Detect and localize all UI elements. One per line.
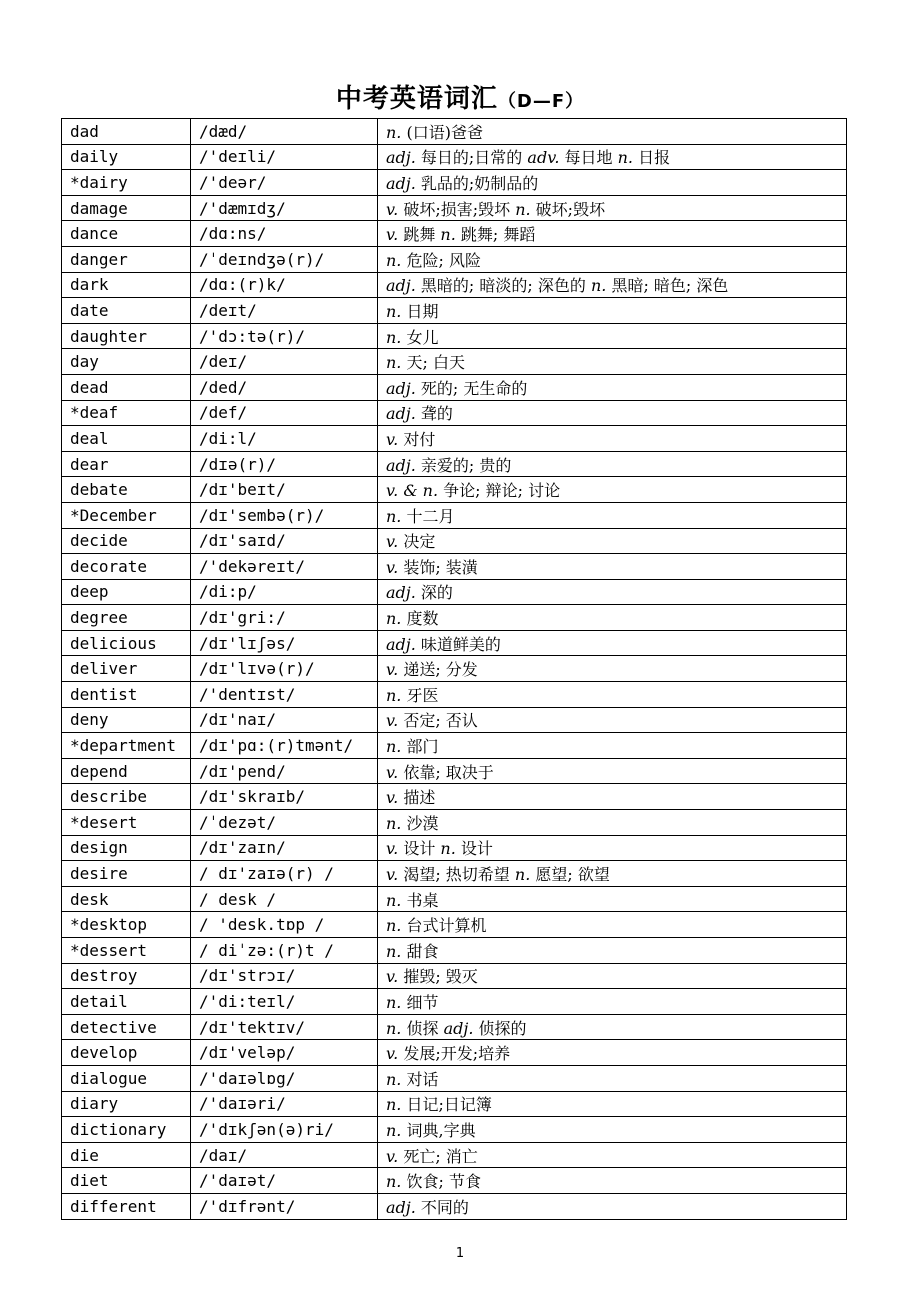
phonetic-cell: /def/ [191,400,378,426]
meaning-cell: v. 破坏;损害;毁坏 n. 破坏;毁坏 [378,195,847,221]
phonetic-cell: /'dekəreɪt/ [191,554,378,580]
meaning-cell: n. 书桌 [378,886,847,912]
phonetic-cell: /'di:teɪl/ [191,989,378,1015]
meaning-cell: n. 危险; 风险 [378,246,847,272]
vocabulary-table [61,118,847,1220]
table-row [62,1193,847,1219]
meaning-cell: adj. 每日的;日常的 adv. 每日地 n. 日报 [378,144,847,170]
word-cell: dialogue [62,1065,191,1091]
table-row [62,682,847,708]
table-row [62,912,847,938]
word-cell: *deaf [62,400,191,426]
table-row [62,221,847,247]
word-cell: deal [62,426,191,452]
phonetic-cell: /dɪ'strɔɪ/ [191,963,378,989]
meaning-cell: n. 部门 [378,733,847,759]
table-row [62,1014,847,1040]
table-row [62,554,847,580]
table-row [62,630,847,656]
phonetic-cell: /dɪ'saɪd/ [191,528,378,554]
word-cell: detail [62,989,191,1015]
word-cell: *dairy [62,170,191,196]
word-cell: *desktop [62,912,191,938]
table-row [62,1091,847,1117]
table-row [62,1040,847,1066]
word-cell: danger [62,246,191,272]
meaning-cell: n. 饮食; 节食 [378,1168,847,1194]
phonetic-cell: /dɪ'skraɪb/ [191,784,378,810]
meaning-cell: n. 度数 [378,605,847,631]
table-row [62,886,847,912]
word-cell: diet [62,1168,191,1194]
table-row [62,656,847,682]
table-row [62,272,847,298]
phonetic-cell: /'dɪkʃən(ə)ri/ [191,1117,378,1143]
table-row [62,1168,847,1194]
phonetic-cell: /'deər/ [191,170,378,196]
meaning-cell: adj. 黑暗的; 暗淡的; 深色的 n. 黑暗; 暗色; 深色 [378,272,847,298]
phonetic-cell: /di:p/ [191,579,378,605]
table-row [62,963,847,989]
meaning-cell: v. & n. 争论; 辩论; 讨论 [378,477,847,503]
word-cell: deliver [62,656,191,682]
phonetic-cell: /dɑ:ns/ [191,221,378,247]
phonetic-cell: /di:l/ [191,426,378,452]
phonetic-cell: / desk / [191,886,378,912]
table-row [62,938,847,964]
table-row [62,733,847,759]
meaning-cell: adj. 死的; 无生命的 [378,374,847,400]
meaning-cell: n. 对话 [378,1065,847,1091]
phonetic-cell: / diˈzə:(r)t / [191,938,378,964]
word-cell: develop [62,1040,191,1066]
meaning-cell: n. 女儿 [378,323,847,349]
word-cell: dad [62,119,191,145]
table-row [62,349,847,375]
phonetic-cell: /deɪt/ [191,298,378,324]
meaning-cell: n. 牙医 [378,682,847,708]
phonetic-cell: /'deɪli/ [191,144,378,170]
table-row [62,400,847,426]
phonetic-cell: /dɪ'veləp/ [191,1040,378,1066]
meaning-cell: adj. 不同的 [378,1193,847,1219]
word-cell: daily [62,144,191,170]
meaning-cell: v. 决定 [378,528,847,554]
phonetic-cell: /dɪ'zaɪn/ [191,835,378,861]
meaning-cell: v. 跳舞 n. 跳舞; 舞蹈 [378,221,847,247]
word-cell: day [62,349,191,375]
meaning-cell: adj. 亲爱的; 贵的 [378,451,847,477]
word-cell: desk [62,886,191,912]
phonetic-cell: /daɪ/ [191,1142,378,1168]
meaning-cell: n. 日记;日记簿 [378,1091,847,1117]
phonetic-cell: / dɪ'zaɪə(r) / [191,861,378,887]
table-row [62,502,847,528]
meaning-cell: v. 递送; 分发 [378,656,847,682]
phonetic-cell: /'dɪfrənt/ [191,1193,378,1219]
word-cell: dear [62,451,191,477]
meaning-cell: v. 发展;开发;培养 [378,1040,847,1066]
phonetic-cell: /'dɔ:tə(r)/ [191,323,378,349]
phonetic-cell: /'daɪəlɒg/ [191,1065,378,1091]
phonetic-cell: /ˈdeɪndʒə(r)/ [191,246,378,272]
table-row [62,579,847,605]
table-row [62,758,847,784]
meaning-cell: n. 词典,字典 [378,1117,847,1143]
word-cell: design [62,835,191,861]
word-cell: decorate [62,554,191,580]
meaning-cell: v. 对付 [378,426,847,452]
meaning-cell: n. 侦探 adj. 侦探的 [378,1014,847,1040]
word-cell: *dessert [62,938,191,964]
phonetic-cell: /dɪ'lɪvə(r)/ [191,656,378,682]
phonetic-cell: /dɪ'sembə(r)/ [191,502,378,528]
meaning-cell: adj. 聋的 [378,400,847,426]
title-text: 中考英语词汇 [335,84,498,114]
word-cell: debate [62,477,191,503]
word-cell: dictionary [62,1117,191,1143]
word-cell: describe [62,784,191,810]
word-cell: *department [62,733,191,759]
title-range: （D—F） [497,91,585,112]
word-cell: daughter [62,323,191,349]
meaning-cell: adj. 味道鲜美的 [378,630,847,656]
phonetic-cell: /'daɪəri/ [191,1091,378,1117]
meaning-cell: n. 十二月 [378,502,847,528]
table-row [62,989,847,1015]
phonetic-cell: /dɪ'naɪ/ [191,707,378,733]
phonetic-cell: /'daɪət/ [191,1168,378,1194]
phonetic-cell: /dɪ'pend/ [191,758,378,784]
word-cell: *desert [62,810,191,836]
table-row [62,707,847,733]
table-row [62,1142,847,1168]
table-row [62,1065,847,1091]
word-cell: diary [62,1091,191,1117]
table-row [62,861,847,887]
meaning-cell: v. 否定; 否认 [378,707,847,733]
table-row [62,528,847,554]
word-cell: detective [62,1014,191,1040]
table-row [62,451,847,477]
table-row [62,144,847,170]
meaning-cell: n. 台式计算机 [378,912,847,938]
table-row [62,605,847,631]
meaning-cell: n. 沙漠 [378,810,847,836]
word-cell: *December [62,502,191,528]
phonetic-cell: / 'desk.tɒp / [191,912,378,938]
meaning-cell: adj. 乳品的;奶制品的 [378,170,847,196]
meaning-cell: v. 死亡; 消亡 [378,1142,847,1168]
meaning-cell: v. 描述 [378,784,847,810]
table-row [62,374,847,400]
word-cell: delicious [62,630,191,656]
table-row [62,810,847,836]
phonetic-cell: /dɪ'pɑ:(r)tmənt/ [191,733,378,759]
phonetic-cell: /dɪ'lɪʃəs/ [191,630,378,656]
vocabulary-table-body [62,119,847,1220]
table-row [62,195,847,221]
word-cell: date [62,298,191,324]
table-row [62,835,847,861]
table-row [62,784,847,810]
table-row [62,246,847,272]
table-row [62,1117,847,1143]
phonetic-cell: /'dentɪst/ [191,682,378,708]
phonetic-cell: /ded/ [191,374,378,400]
table-row [62,119,847,145]
page-title [0,78,920,115]
word-cell: damage [62,195,191,221]
word-cell: die [62,1142,191,1168]
word-cell: depend [62,758,191,784]
meaning-cell: n. 天; 白天 [378,349,847,375]
meaning-cell: v. 摧毁; 毁灭 [378,963,847,989]
table-row [62,298,847,324]
meaning-cell: n. 日期 [378,298,847,324]
phonetic-cell: /dɪ'tektɪv/ [191,1014,378,1040]
page-number: 1 [455,1246,465,1261]
word-cell: deep [62,579,191,605]
word-cell: deny [62,707,191,733]
meaning-cell: v. 渴望; 热切希望 n. 愿望; 欲望 [378,861,847,887]
table-row [62,323,847,349]
meaning-cell: v. 设计 n. 设计 [378,835,847,861]
meaning-cell: n. (口语)爸爸 [378,119,847,145]
phonetic-cell: /dɪ'beɪt/ [191,477,378,503]
meaning-cell: v. 装饰; 装潢 [378,554,847,580]
word-cell: desire [62,861,191,887]
word-cell: different [62,1193,191,1219]
phonetic-cell: /ˈdezət/ [191,810,378,836]
meaning-cell: v. 依靠; 取决于 [378,758,847,784]
meaning-cell: adj. 深的 [378,579,847,605]
word-cell: degree [62,605,191,631]
word-cell: destroy [62,963,191,989]
table-row [62,477,847,503]
meaning-cell: n. 甜食 [378,938,847,964]
meaning-cell: n. 细节 [378,989,847,1015]
word-cell: dark [62,272,191,298]
phonetic-cell: /dɪ'gri:/ [191,605,378,631]
phonetic-cell: /dɪə(r)/ [191,451,378,477]
table-row [62,170,847,196]
phonetic-cell: /dæd/ [191,119,378,145]
word-cell: dead [62,374,191,400]
word-cell: dentist [62,682,191,708]
phonetic-cell: /'dæmɪdʒ/ [191,195,378,221]
word-cell: decide [62,528,191,554]
phonetic-cell: /deɪ/ [191,349,378,375]
phonetic-cell: /dɑ:(r)k/ [191,272,378,298]
word-cell: dance [62,221,191,247]
table-row [62,426,847,452]
